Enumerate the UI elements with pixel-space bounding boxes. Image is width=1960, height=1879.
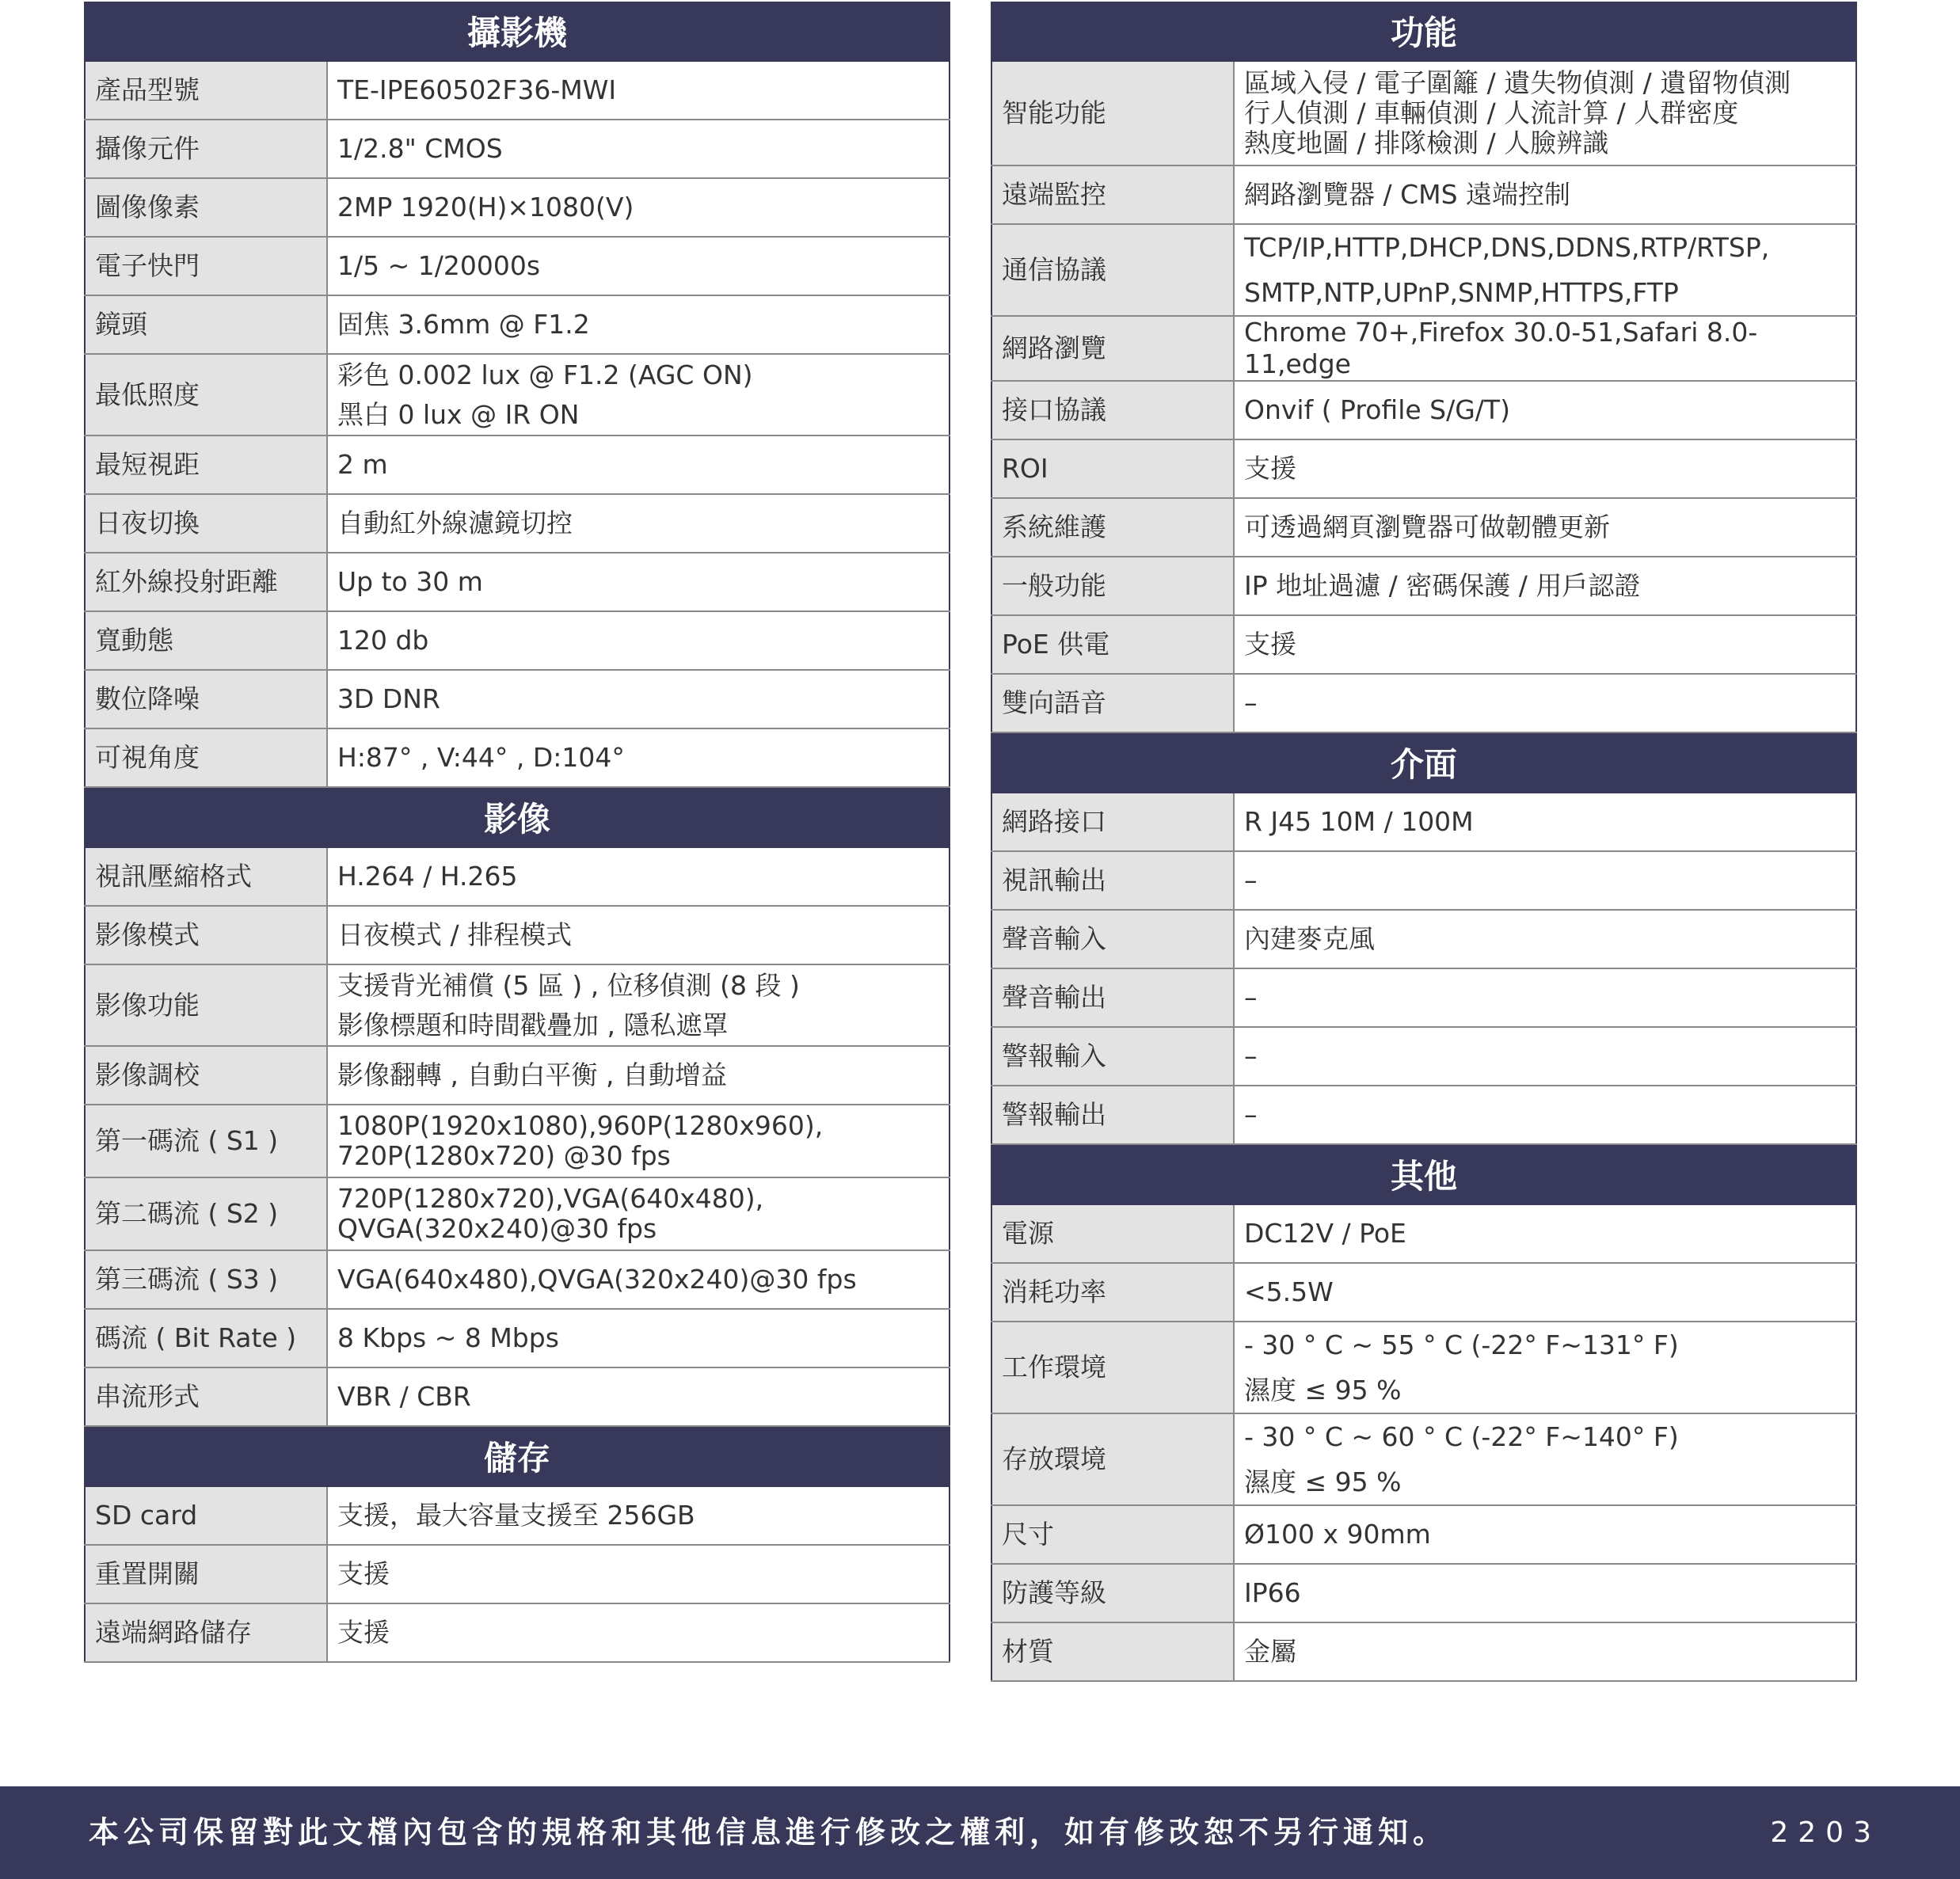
spec-row bbox=[991, 1263, 1856, 1322]
spec-row bbox=[85, 1105, 950, 1177]
spec-label: 最低照度 bbox=[85, 354, 327, 436]
spec-value: - 30 ° C ~ 55 ° C (-22° F~131° F) 濕度 ≤ 95 % bbox=[1234, 1322, 1856, 1413]
spec-row bbox=[85, 964, 950, 1046]
spec-value: 內建麥克風 bbox=[1234, 910, 1856, 968]
spec-value: Ø100 x 90mm bbox=[1234, 1505, 1856, 1564]
spec-value: TCP/IP,HTTP,DHCP,DNS,DDNS,RTP/RTSP, SMTP,NTP,UPnP,SNMP,HTTPS,FTP bbox=[1234, 224, 1856, 316]
spec-value: 2MP 1920(H)×1080(V) bbox=[327, 178, 950, 237]
spec-row bbox=[991, 224, 1856, 316]
spec-label: 第三碼流 ( S3 ) bbox=[85, 1250, 327, 1309]
spec-label: 影像調校 bbox=[85, 1046, 327, 1105]
spec-value: TE-IPE60502F36-MWI bbox=[327, 61, 950, 120]
spec-row bbox=[991, 1086, 1856, 1144]
spec-value: H.264 / H.265 bbox=[327, 847, 950, 906]
spec-value: 區域入侵 / 電子圍籬 / 遺失物偵測 / 遺留物偵測 行人偵測 / 車輛偵測 / 人流計算 / 人群密度 熱度地圖 / 排隊檢測 / 人臉辨識 bbox=[1234, 61, 1856, 165]
spec-row bbox=[991, 674, 1856, 732]
spec-row bbox=[85, 906, 950, 964]
spec-value: Onvif ( Profile S/G/T) bbox=[1234, 381, 1856, 439]
spec-label: 視訊壓縮格式 bbox=[85, 847, 327, 906]
spec-value: – bbox=[1234, 1086, 1856, 1144]
spec-label: 尺寸 bbox=[991, 1505, 1234, 1564]
spec-label: 日夜切換 bbox=[85, 494, 327, 553]
spec-row bbox=[85, 237, 950, 295]
spec-label: 電子快門 bbox=[85, 237, 327, 295]
spec-label: 重置開關 bbox=[85, 1545, 327, 1603]
section-title: 儲存 bbox=[85, 1426, 950, 1486]
section-title: 功能 bbox=[991, 2, 1856, 61]
spec-row bbox=[85, 354, 950, 436]
spec-label: 聲音輸入 bbox=[991, 910, 1234, 968]
spec-label: 紅外線投射距離 bbox=[85, 553, 327, 611]
spec-row bbox=[991, 1204, 1856, 1263]
spec-row bbox=[85, 494, 950, 553]
spec-label: 網路接口 bbox=[991, 793, 1234, 851]
spec-row bbox=[85, 1309, 950, 1367]
spec-value: VGA(640x480),QVGA(320x240)@30 fps bbox=[327, 1250, 950, 1309]
spec-label: 警報輸出 bbox=[991, 1086, 1234, 1144]
spec-value: 3D DNR bbox=[327, 670, 950, 728]
spec-label: 可視角度 bbox=[85, 728, 327, 787]
spec-label: 碼流 ( Bit Rate ) bbox=[85, 1309, 327, 1367]
section-title: 攝影機 bbox=[85, 2, 950, 61]
spec-value: 1080P(1920x1080),960P(1280x960), 720P(1280x720) @30 fps bbox=[327, 1105, 950, 1177]
section-header bbox=[85, 787, 950, 847]
spec-value: 1/2.8" CMOS bbox=[327, 120, 950, 178]
spec-label: 一般功能 bbox=[991, 557, 1234, 615]
spec-row bbox=[991, 1564, 1856, 1622]
spec-label: 串流形式 bbox=[85, 1367, 327, 1426]
section-title: 介面 bbox=[991, 732, 1856, 793]
spec-row bbox=[85, 1486, 950, 1545]
spec-value: 支援 bbox=[1234, 615, 1856, 674]
footer-bar bbox=[0, 1786, 1960, 1879]
spec-value: 支援，最大容量支援至 256GB bbox=[327, 1486, 950, 1545]
document-code: 2203 bbox=[1770, 1816, 1881, 1849]
spec-row bbox=[85, 295, 950, 354]
spec-label: 防護等級 bbox=[991, 1564, 1234, 1622]
spec-label: 攝像元件 bbox=[85, 120, 327, 178]
section-header bbox=[991, 2, 1856, 61]
spec-value: 支援背光補償 (5 區 ) , 位移偵測 (8 段 ) 影像標題和時間戳疊加 , 隱私遮罩 bbox=[327, 964, 950, 1046]
spec-row bbox=[991, 1622, 1856, 1681]
spec-label: 雙向語音 bbox=[991, 674, 1234, 732]
spec-row bbox=[991, 1505, 1856, 1564]
spec-value: 網路瀏覽器 / CMS 遠端控制 bbox=[1234, 165, 1856, 224]
spec-row bbox=[85, 728, 950, 787]
spec-label: 消耗功率 bbox=[991, 1263, 1234, 1322]
spec-row bbox=[991, 1322, 1856, 1413]
spec-row bbox=[991, 557, 1856, 615]
spec-value: 彩色 0.002 lux @ F1.2 (AGC ON) 黑白 0 lux @ IR ON bbox=[327, 354, 950, 436]
spec-label: 警報輸入 bbox=[991, 1027, 1234, 1086]
spec-value: R J45 10M / 100M bbox=[1234, 793, 1856, 851]
spec-row bbox=[991, 793, 1856, 851]
spec-row bbox=[85, 436, 950, 494]
section-title: 其他 bbox=[991, 1144, 1856, 1204]
spec-value: 金屬 bbox=[1234, 1622, 1856, 1681]
spec-row bbox=[85, 178, 950, 237]
spec-row bbox=[991, 968, 1856, 1027]
spec-value: 日夜模式 / 排程模式 bbox=[327, 906, 950, 964]
spec-value: - 30 ° C ~ 60 ° C (-22° F~140° F) 濕度 ≤ 95 % bbox=[1234, 1413, 1856, 1505]
spec-label: 影像功能 bbox=[85, 964, 327, 1046]
spec-label: 影像模式 bbox=[85, 906, 327, 964]
spec-row bbox=[991, 381, 1856, 439]
spec-label: SD card bbox=[85, 1486, 327, 1545]
spec-value: Up to 30 m bbox=[327, 553, 950, 611]
spec-label: 第一碼流 ( S1 ) bbox=[85, 1105, 327, 1177]
section-header bbox=[85, 1426, 950, 1486]
spec-value: 影像翻轉 , 自動白平衡 , 自動增益 bbox=[327, 1046, 950, 1105]
spec-label: 工作環境 bbox=[991, 1322, 1234, 1413]
spec-value: DC12V / PoE bbox=[1234, 1204, 1856, 1263]
right-spec-column bbox=[991, 2, 1857, 1682]
section-header bbox=[85, 2, 950, 61]
spec-row bbox=[85, 670, 950, 728]
spec-label: 遠端監控 bbox=[991, 165, 1234, 224]
spec-row bbox=[991, 439, 1856, 498]
spec-row bbox=[991, 165, 1856, 224]
spec-row bbox=[85, 847, 950, 906]
section-header bbox=[991, 732, 1856, 793]
spec-label: 接口協議 bbox=[991, 381, 1234, 439]
spec-value: IP 地址過濾 / 密碼保護 / 用戶認證 bbox=[1234, 557, 1856, 615]
spec-row bbox=[85, 1603, 950, 1662]
spec-value: 2 m bbox=[327, 436, 950, 494]
right-spec-table bbox=[991, 2, 1857, 1682]
spec-row bbox=[991, 851, 1856, 910]
spec-label: 圖像像素 bbox=[85, 178, 327, 237]
spec-row bbox=[85, 1177, 950, 1250]
spec-value: 支援 bbox=[327, 1603, 950, 1662]
spec-row bbox=[991, 1413, 1856, 1505]
spec-value: – bbox=[1234, 968, 1856, 1027]
spec-value: 固焦 3.6mm @ F1.2 bbox=[327, 295, 950, 354]
spec-value: Chrome 70+,Firefox 30.0-51,Safari 8.0-11,edge bbox=[1234, 316, 1856, 381]
spec-value: 可透過網頁瀏覽器可做韌體更新 bbox=[1234, 498, 1856, 557]
spec-value: 支援 bbox=[327, 1545, 950, 1603]
spec-row bbox=[991, 615, 1856, 674]
spec-label: 遠端網路儲存 bbox=[85, 1603, 327, 1662]
spec-row bbox=[991, 1027, 1856, 1086]
spec-label: 第二碼流 ( S2 ) bbox=[85, 1177, 327, 1250]
spec-value: 8 Kbps ~ 8 Mbps bbox=[327, 1309, 950, 1367]
spec-row bbox=[991, 498, 1856, 557]
spec-row bbox=[85, 1545, 950, 1603]
spec-value: 1/5 ~ 1/20000s bbox=[327, 237, 950, 295]
spec-label: 鏡頭 bbox=[85, 295, 327, 354]
section-header bbox=[991, 1144, 1856, 1204]
spec-row bbox=[85, 1367, 950, 1426]
spec-label: 聲音輸出 bbox=[991, 968, 1234, 1027]
spec-value: – bbox=[1234, 1027, 1856, 1086]
spec-label: 材質 bbox=[991, 1622, 1234, 1681]
spec-value: H:87° , V:44° , D:104° bbox=[327, 728, 950, 787]
spec-value: – bbox=[1234, 851, 1856, 910]
spec-value: 720P(1280x720),VGA(640x480), QVGA(320x240)@30 fps bbox=[327, 1177, 950, 1250]
spec-value: IP66 bbox=[1234, 1564, 1856, 1622]
spec-label: 視訊輸出 bbox=[991, 851, 1234, 910]
spec-label: 系統維護 bbox=[991, 498, 1234, 557]
spec-value: 自動紅外線濾鏡切控 bbox=[327, 494, 950, 553]
spec-value: – bbox=[1234, 674, 1856, 732]
spec-label: 產品型號 bbox=[85, 61, 327, 120]
left-spec-column bbox=[84, 2, 950, 1663]
spec-row bbox=[991, 316, 1856, 381]
spec-row bbox=[85, 61, 950, 120]
spec-label: 網路瀏覽 bbox=[991, 316, 1234, 381]
spec-value: 120 db bbox=[327, 611, 950, 670]
section-title: 影像 bbox=[85, 787, 950, 847]
spec-value: <5.5W bbox=[1234, 1263, 1856, 1322]
spec-value: VBR / CBR bbox=[327, 1367, 950, 1426]
spec-label: 最短視距 bbox=[85, 436, 327, 494]
spec-label: ROI bbox=[991, 439, 1234, 498]
spec-label: 寬動態 bbox=[85, 611, 327, 670]
spec-row bbox=[991, 910, 1856, 968]
spec-row bbox=[85, 1250, 950, 1309]
spec-row bbox=[991, 61, 1856, 165]
spec-label: 智能功能 bbox=[991, 61, 1234, 165]
footer-notice: 本公司保留對此文檔內包含的規格和其他信息進行修改之權利，如有修改恕不另行通知。 bbox=[89, 1815, 1448, 1850]
left-spec-table bbox=[84, 2, 950, 1663]
spec-label: 存放環境 bbox=[991, 1413, 1234, 1505]
spec-row bbox=[85, 1046, 950, 1105]
spec-row bbox=[85, 611, 950, 670]
spec-value: 支援 bbox=[1234, 439, 1856, 498]
spec-label: 通信協議 bbox=[991, 224, 1234, 316]
spec-label: 數位降噪 bbox=[85, 670, 327, 728]
spec-row bbox=[85, 120, 950, 178]
spec-label: PoE 供電 bbox=[991, 615, 1234, 674]
spec-row bbox=[85, 553, 950, 611]
spec-label: 電源 bbox=[991, 1204, 1234, 1263]
